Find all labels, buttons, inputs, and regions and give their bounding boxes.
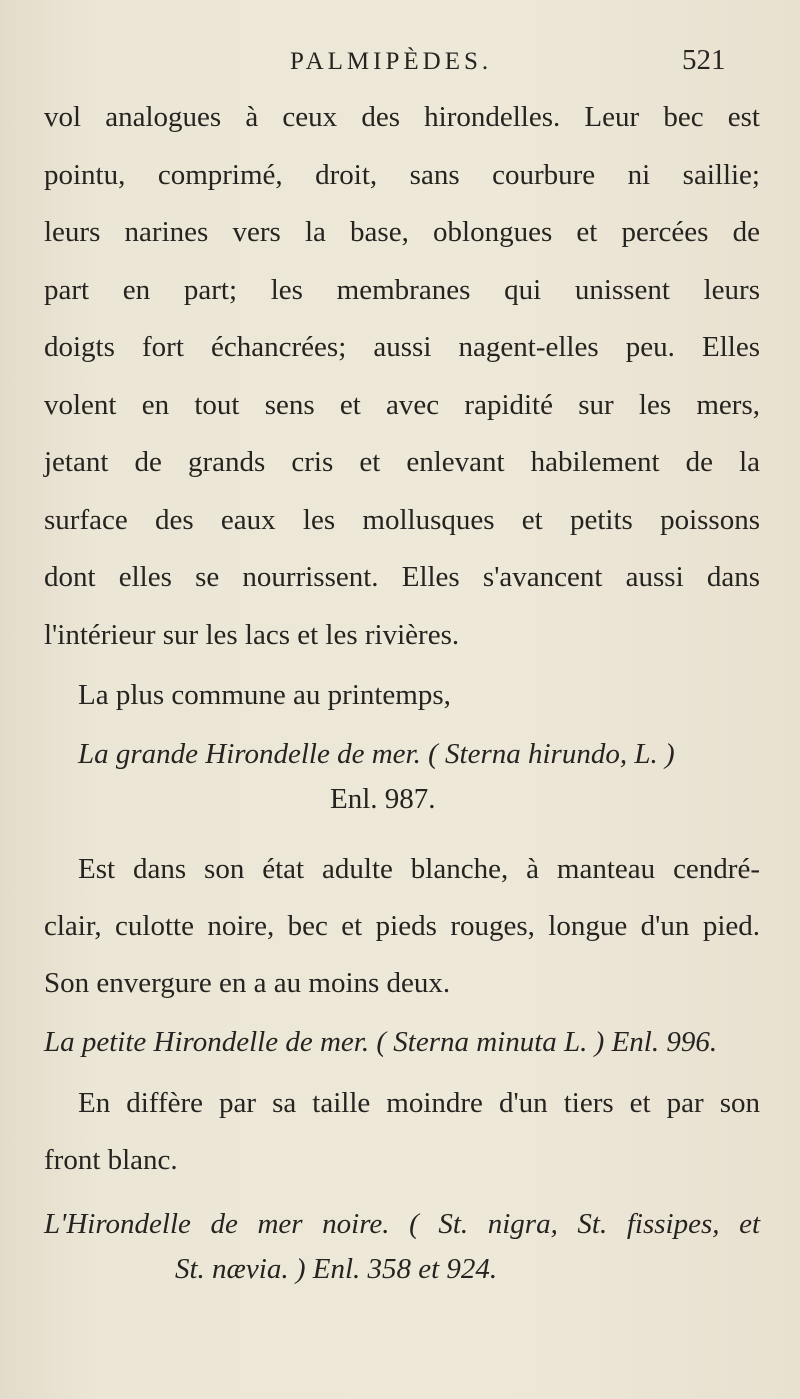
text-line: clair, culotte noire, bec et pieds rouges, longue d'un pied. [44,910,760,942]
text-line: front blanc. [44,1144,178,1176]
text-line: pointu, comprimé, droit, sans courbure ni saillie; [44,159,760,191]
species-heading: L'Hirondelle de mer noire. ( St. nigra, St. fissipes, et [44,1208,760,1240]
plate-reference: Enl. 987. [330,783,436,815]
text-line: l'intérieur sur les lacs et les rivières. [44,619,460,651]
text-line: dont elles se nourrissent. Elles s'avancent aussi dans [44,561,760,593]
page-number: 521 [682,44,726,76]
text-line: vol analogues à ceux des hirondelles. Leur bec est [44,101,760,133]
running-head: PALMIPÈDES. [290,48,493,75]
species-heading: La grande Hirondelle de mer. ( Sterna hirundo, L. ) [78,738,675,770]
text-line: jetant de grands cris et enlevant habilement de la [44,446,760,478]
text-line: volent en tout sens et avec rapidité sur les mers, [44,389,760,421]
species-heading: La petite Hirondelle de mer. ( Sterna minuta L. ) Enl. 996. [44,1026,718,1058]
text-line: part en part; les membranes qui unissent leurs [44,274,760,306]
text-line: leurs narines vers la base, oblongues et percées de [44,216,760,248]
text-line: Son envergure en a au moins deux. [44,967,451,999]
text-line: surface des eaux les mollusques et petits poissons [44,504,760,536]
species-heading-continued: St. nævia. ) Enl. 358 et 924. [175,1253,498,1285]
text-line: doigts fort échancrées; aussi nagent-elles peu. Elles [44,331,760,363]
text-line: En diffère par sa taille moindre d'un tiers et par son [78,1087,760,1119]
text-line: Est dans son état adulte blanche, à manteau cendré- [78,853,760,885]
season-line: La plus commune au printemps, [78,679,451,711]
